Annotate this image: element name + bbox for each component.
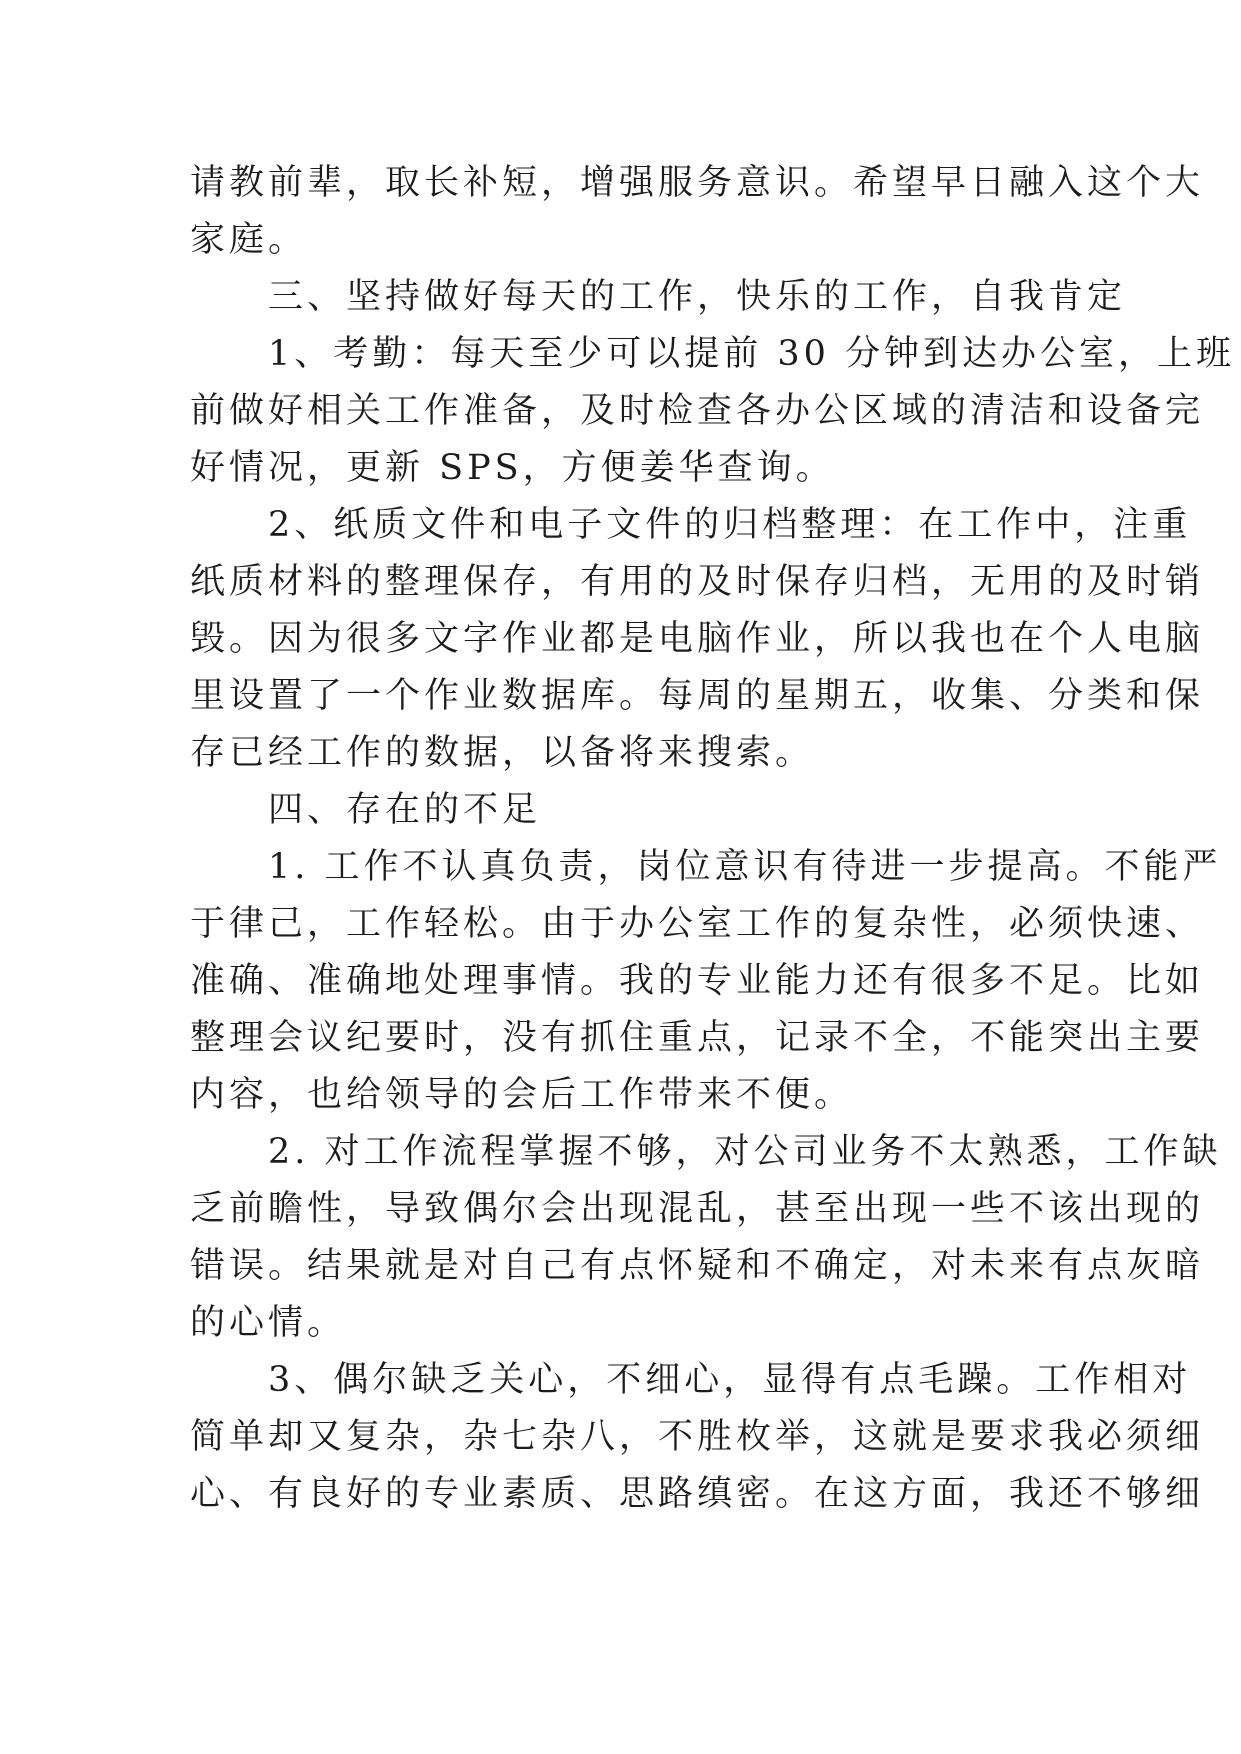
text-line: 1、考勤：每天至少可以提前 30 分钟到达办公室，上班 xyxy=(190,334,1236,374)
text-line: 内容，也给领导的会后工作带来不便。 xyxy=(190,1075,854,1115)
text-line: 3、偶尔缺乏关心，不细心，显得有点毛躁。工作相对 xyxy=(190,1360,1192,1400)
text-line: 的心情。 xyxy=(190,1303,347,1343)
text-line: 好情况，更新 SPS，方便姜华查询。 xyxy=(190,448,835,488)
text-line: 毁。因为很多文字作业都是电脑作业，所以我也在个人电脑 xyxy=(190,619,1205,659)
text-line: 简单却又复杂，杂七杂八，不胜枚举，这就是要求我必须细 xyxy=(190,1417,1205,1457)
text-line: 乏前瞻性，导致偶尔会出现混乱，甚至出现一些不该出现的 xyxy=(190,1189,1205,1229)
text-line: 家庭。 xyxy=(190,220,308,260)
section-heading: 四、存在的不足 xyxy=(190,790,542,830)
text-line: 纸质材料的整理保存，有用的及时保存归档，无用的及时销 xyxy=(190,562,1205,602)
text-line: 准确、准确地处理事情。我的专业能力还有很多不足。比如 xyxy=(190,961,1205,1001)
text-line: 心、有良好的专业素质、思路缜密。在这方面，我还不够细 xyxy=(190,1474,1205,1514)
text-line: 于律己，工作轻松。由于办公室工作的复杂性，必须快速、 xyxy=(190,904,1205,944)
section-heading: 三、坚持做好每天的工作，快乐的工作，自我肯定 xyxy=(190,277,1127,317)
text-line: 里设置了一个作业数据库。每周的星期五，收集、分类和保 xyxy=(190,676,1205,716)
text-line: 1. 工作不认真负责，岗位意识有待进一步提高。不能严 xyxy=(190,847,1222,887)
text-line: 请教前辈，取长补短，增强服务意识。希望早日融入这个大 xyxy=(190,163,1205,203)
text-line: 2、纸质文件和电子文件的归档整理：在工作中，注重 xyxy=(190,505,1192,545)
text-line: 整理会议纪要时，没有抓住重点，记录不全，不能突出主要 xyxy=(190,1018,1205,1058)
document-body xyxy=(190,155,1236,1523)
text-line: 2. 对工作流程掌握不够，对公司业务不太熟悉，工作缺 xyxy=(190,1132,1222,1172)
text-line: 错误。结果就是对自己有点怀疑和不确定，对未来有点灰暗 xyxy=(190,1246,1205,1286)
text-line: 前做好相关工作准备，及时检查各办公区域的清洁和设备完 xyxy=(190,391,1205,431)
text-line: 存已经工作的数据，以备将来搜索。 xyxy=(190,733,815,773)
